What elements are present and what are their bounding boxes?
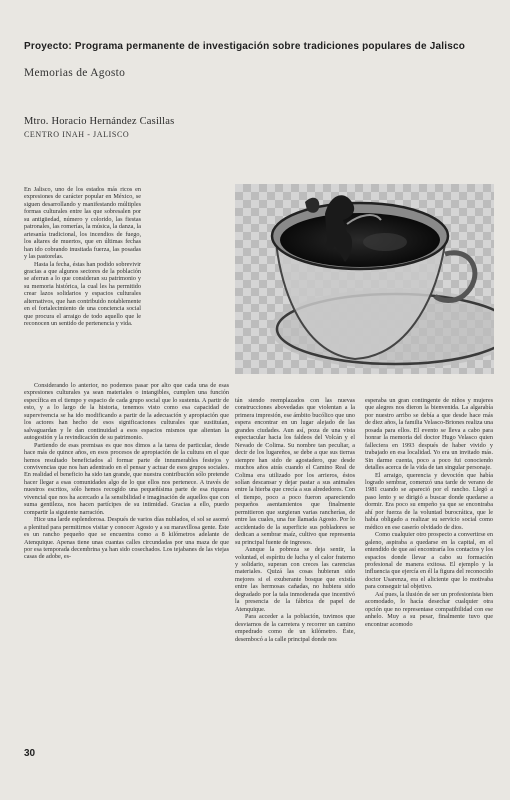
text-column-3 <box>365 397 493 628</box>
project-title: Proyecto: Programa permanente de investigación sobre tradiciones populares de Jalisco <box>24 41 466 52</box>
paragraph: Hice una larde esplendorosa. Después de varios días nublados, el sol se asomó a plenitud para permitirnos visitar y conocer Agosto y a su maravillosa gente. Éste es un rancho pequeño que se encuentra como a 8 kilómetros adelante de Atenquique. Apenas tiene unas cuantas calles circundadas por una maza de que por esa temporada decembrina ya han sido cosechados. Los tejabanes de las viejas casas de adobe, es- <box>24 516 229 561</box>
teacup-photo-illustration <box>235 184 494 374</box>
paragraph: Para acceder a la población, tuvimos que desviarnos de la carretera y recorrer un camino empedrado como de un kilómetro. Éste, desembocó a la calle principal donde nos <box>235 613 355 643</box>
paragraph: esperaba un gran contingente de niños y mujeres que alegres nos dieron la bienvenida. La algarabía por nuestro arribo se debía a que desde hace más de diez años, la familia Velasco-Briones realiza una posada para ellos. El evento se lleva a cabo para honrar la memoria del doctor Hugo Velasco quien falleciera en 1993 después de haber vivido y trabajado en esa localidad. Yo era un invitado más. Sin darme cuenta, poco a poco fui conociendo detalles acerca de la vida de tan singular personaje. <box>365 397 493 472</box>
teacup-photo <box>235 184 494 374</box>
text-column-2 <box>235 397 355 643</box>
text-column-1-top <box>24 186 141 328</box>
paragraph: tán siendo reemplazados con las nuevas construcciones abovedadas que violentan a la primera impresión, ese ámbito bucólico que uno espera encontrar en un lugar alejado de las grandes ciudades. Aun así, poza de una vista espectacular hacia los faldeos del Volcán y el Nevado de Colima. Su nombre tan peculiar, a decir de los lugareños, se debe a que sus tierras siempre han sido de agostadero, que desde muchos años atrás cuando el Camino Real de Colima era utilizado por los arrieros, éstos solían descansar y dejar pastar a sus animales entre la hierba que crecía a sus alrededores. Con el tiempo, poco a poco fueron apareciendo pequeños asentamientos que finalmente permitieron que surgieran varias rancherías, de entre las cuales, una fue llamada Agosto. Por lo accidentado de la superficie sus pobladores se dedican a sembrar maíz, cultivo que representa su principal fuente de ingresos. <box>235 397 355 546</box>
author-name: Mtro. Horacio Hernández Casillas <box>24 116 175 127</box>
paragraph: Considerando lo anterior, no podemos pasar por alto que cada una de esas expresiones culturales ya sean materiales o intangibles, cumplen una función específica en el tiempo y espacio de cada grupo social que lo sustenta. A partir de esto, y a lo largo de la historia, tenemos visto como esa capacidad de supervivencia se ha ido modificando a partir de la adecuación y apropiación que los actores han hecho de esos significaciones culturales que sustituían, salvaguardan y le dan continuidad a esos espacios mismos que alientan la autogestión y la revindicación de su patrimonio. <box>24 382 229 442</box>
text-column-1 <box>24 382 229 561</box>
paragraph: Como cualquier otro prospecto a convertirse en galeno, aspiraba a quedarse en la capital, en el entendido de que así encontraría los contactos y los espacios donde llevar a cabo su formación profesional de manera exitosa. El ejemplo y la influencia que ejercía en él la figura del reconocido doctor Usarenza, era el aliciente que lo motivaba para conseguir tal objetivo. <box>365 531 493 591</box>
paragraph: Aunque la pobreza se deja sentir, la voluntad, el espíritu de lucha y el calor fraterno y solidario, superan con creces las carencias materiales. Quizá las cosas hubieran sido mejores si el exuberante bosque que existía entre las hermosas cañadas, no hubiera sido degradado por la tala inmoderada que incentivó la presencia de la fábrica de papel de Atenquique. <box>235 546 355 613</box>
page-number: 30 <box>24 748 36 759</box>
paragraph: El arraigo, querencia y devoción que había logrado sembrar, comenzó una tarde de verano de 1981 cuando se apareció por el rancho. Llegó a paso lento y se dirigió a buscar donde quedarse a dormir. Era poco su empeño ya que se encontraba ahí por fuerza de la voluntad burocrática, que le había obligado a realizar su servicio social como médico en ese caserío olvidado de dios. <box>365 471 493 531</box>
article-title: Memorias de Agosto <box>24 67 126 79</box>
paragraph: Partiendo de esas premisas es que nos dimos a la tarea de particular, desde hace más de quince años, en esos procesos de apropiación de la cultura en el que hemos resultado beneficiados al formar parte de innumerables festejos y convivencias que nos han adentrado en el pensar y actuar de esos grupos sociales. En realidad el beneficio ha sido tan grande, que nuestra contribución sólo pretende hacer llegar a esas comunidades algo de lo que ellos nos pertenece. A través de nuestros escritos, sólo hemos recogido una pequeñísima parte de esa riqueza vivencial que nos ha acercado a la sensibilidad e imaginación de aquellos que con suma gentileza, nos hacen partícipes de su intimidad. Gracias a ello, puedo compartir la siguiente narración. <box>24 441 229 516</box>
paragraph: Así pues, la ilusión de ser un profesionista bien acomodado, lo hacía desechar cualquier otra opción que no representase compatibilidad con ese anhelo. Muy a su pesar, finalmente tuvo que encontrar acomodo <box>365 590 493 628</box>
paragraph: Hasta la fecha, éstas han podido sobrevivir gracias a que algunos sectores de la población se aferran a lo que consideran su patrimonio y su memoria histórica, la cual les ha permitido crear lazos solidarios y espacios culturales alternativos, que han contribuido notablemente en el fortalecimiento de una conciencia social que procura el arraigo de todo aquello que le reconocen un sentido de pertenencia y vida. <box>24 260 141 328</box>
author-affiliation: CENTRO INAH - JALISCO <box>24 130 130 139</box>
paragraph: En Jalisco, uno de los estados más ricos en expresiones de carácter popular en México, se siguen desarrollando y manifestando múltiples formas culturales entre las que sobresalen por su antigüedad, número y colorido, las fiestas patronales, las romerías, la música, la danza, la artesanía tradicional, los incendios de fuego, los altares de muertos, que en últimas fechas han ido cobrando inusitada fuerza, las posadas y las pastorelas. <box>24 186 141 261</box>
